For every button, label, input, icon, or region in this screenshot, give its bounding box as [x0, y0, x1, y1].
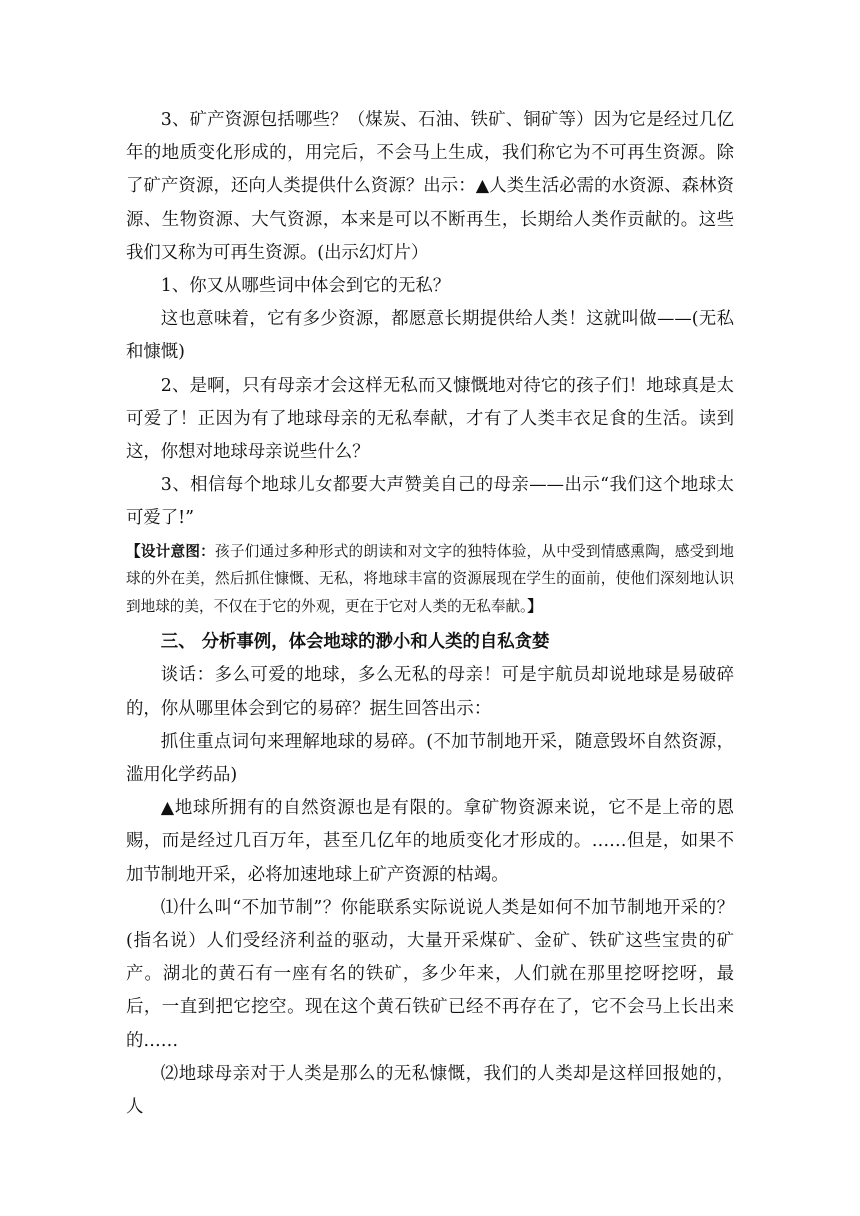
- paragraph-mother-earth: 2、是啊，只有母亲才会这样无私而又慷慨地对待它的孩子们！地球真是太可爱了！正因为有了地球母亲的无私奉献，才有了人类丰衣足食的生活。读到这，你想对地球母亲说些什么？: [126, 375, 734, 463]
- paragraph-praise-mother: 3、相信每个地球儿女都要大声赞美自己的母亲——出示“我们这个地球太可爱了!”: [126, 475, 734, 529]
- paragraph-limited-resources: ▲地球所拥有的自然资源也是有限的。拿矿物资源来说，它不是上帝的恩赐，而是经过几百万年，甚至几亿年的地质变化才形成的。……但是，如果不加节制地开采，必将加速地球上矿产资源的枯竭。: [126, 798, 734, 885]
- paragraph-talk: 谈话：多么可爱的地球，多么无私的母亲！可是宇航员却说地球是易破碎的，你从哪里体会到它的易碎？据生回答出示：: [126, 665, 734, 719]
- document-page: [126, 104, 734, 1124]
- paragraph-selfless-generous: 这也意味着，它有多少资源，都愿意长期提供给人类！这就叫做——(无私和慷慨): [126, 309, 734, 363]
- section-heading: 三、 分析事例，体会地球的渺小和人类的自私贪婪: [160, 632, 550, 653]
- design-intent-end: 】: [527, 597, 542, 615]
- paragraph-question-selfless: 1、你又从哪些词中体会到它的无私？: [160, 276, 451, 297]
- paragraph-key-words: 抓住重点词句来理解地球的易碎。(不加节制地开采，随意毁坏自然资源，滥用化学药品): [126, 731, 734, 785]
- design-intent-note: [126, 538, 734, 621]
- design-intent-text: 孩子们通过多种形式的朗读和对文字的独特体验，从中受到情感熏陶，感受到地球的外在美，然后抓住慷慨、无私，将地球丰富的资源展现在学生的面前，使他们深刻地认识到地球的美，不仅在于它的外观，更在于它对人类的无私奉献。: [126, 542, 734, 615]
- design-intent-label: 【设计意图：: [126, 542, 216, 560]
- paragraph-mineral-resources: 3、矿产资源包括哪些？（煤炭、石油、铁矿、铜矿等）因为它是经过几亿年的地质变化形成的，用完后，不会马上生成，我们称它为不可再生资源。除了矿产资源，还向人类提供什么资源？出示：▲人类生活必需的水资源、森林资源、生物资源、大气资源，本来是可以不断再生，长期给人类作贡献的。这些我们又称为可再生资源。(出示幻灯片）: [126, 110, 734, 263]
- paragraph-repay: ⑵地球母亲对于人类是那么的无私慷慨，我们的人类却是这样回报她的，人: [126, 1063, 734, 1117]
- paragraph-unrestrained-mining: ⑴什么叫“不加节制”？你能联系实际说说人类是如何不加节制地开采的？(指名说）人们受经济利益的驱动，大量开采煤矿、金矿、铁矿这些宝贵的矿产。湖北的黄石有一座有名的铁矿，多少年来，人们就在那里挖呀挖呀，最后，一直到把它挖空。现在这个黄石铁矿已经不再存在了，它不会马上长出来的……: [126, 897, 734, 1051]
